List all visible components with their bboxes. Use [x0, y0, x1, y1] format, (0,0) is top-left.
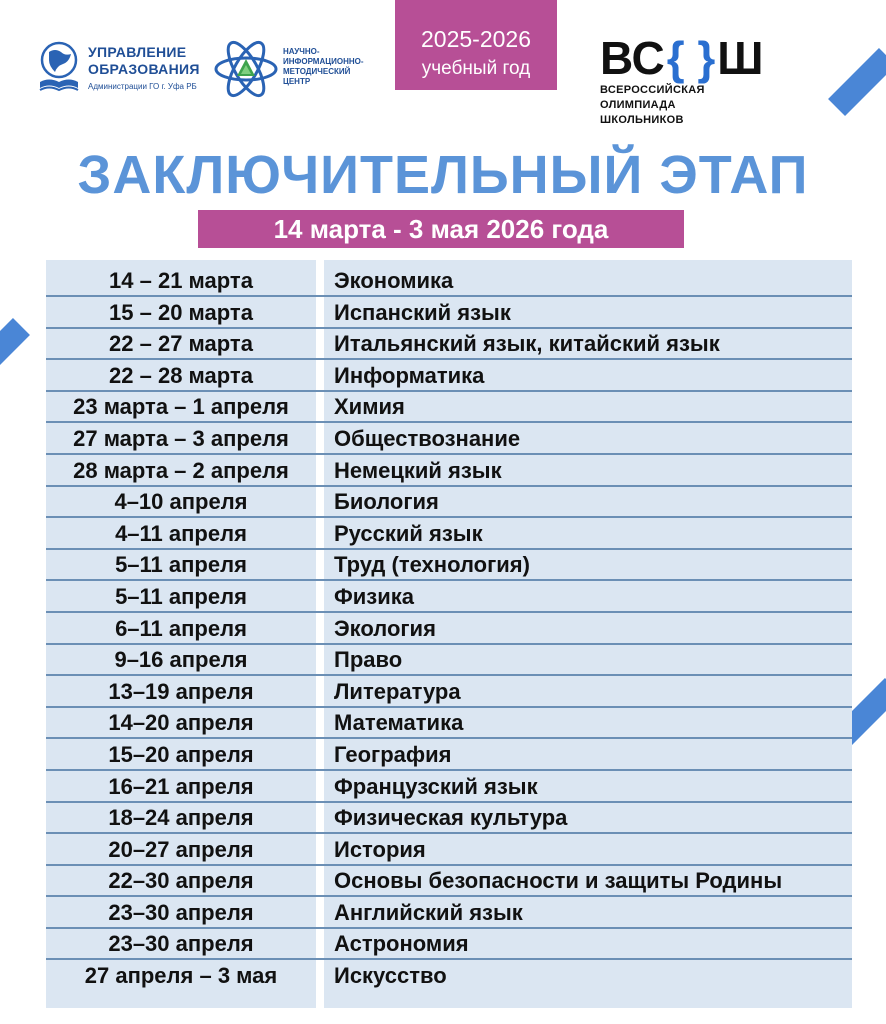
row-date: 5–11 апреля	[115, 552, 247, 578]
table-row	[0, 645, 886, 677]
row-date: 27 апреля – 3 мая	[84, 963, 278, 989]
vsosh-logo	[600, 32, 830, 132]
atom-icon	[213, 38, 279, 100]
row-date: 15–20 апреля	[108, 741, 254, 767]
row-subject: Физика	[334, 583, 415, 609]
row-subject: Математика	[334, 710, 464, 736]
table-row	[0, 487, 886, 519]
row-subject: Труд (технология)	[334, 552, 530, 578]
row-date: 14–20 апреля	[108, 710, 254, 736]
table-row	[0, 329, 886, 361]
table-row	[0, 582, 886, 614]
row-subject: География	[334, 741, 452, 767]
table-row	[0, 772, 886, 804]
row-date: 16–21 апреля	[108, 773, 254, 799]
row-subject: Химия	[334, 394, 405, 420]
school-year: 2025-2026	[421, 26, 531, 52]
table-row	[0, 392, 886, 424]
row-subject: Право	[334, 647, 403, 673]
row-date: 18–24 апреля	[108, 805, 254, 831]
row-subject: Основы безопасности и защиты Родины	[334, 868, 783, 894]
row-subject: Искусство	[334, 963, 447, 989]
row-subject: Итальянский язык, китайский язык	[334, 331, 720, 357]
row-date: 14 – 21 марта	[109, 268, 253, 293]
table-row	[0, 740, 886, 772]
row-subject: Немецкий язык	[334, 457, 502, 483]
row-subject: Английский язык	[334, 899, 523, 925]
center-name-line2: ИНФОРМАЦИОННО-	[283, 57, 364, 66]
row-date: 5–11 апреля	[115, 583, 247, 609]
table-row	[0, 677, 886, 709]
vsosh-subtitle-line1: ВСЕРОССИЙСКАЯ	[600, 84, 705, 96]
row-subject: Обществознание	[334, 425, 521, 451]
vsosh-letters-left: ВС	[600, 32, 665, 84]
methodical-center-logo	[213, 38, 373, 100]
row-date: 15 – 20 марта	[109, 299, 253, 325]
education-department-logo	[36, 40, 206, 100]
row-date: 23 марта – 1 апреля	[73, 394, 289, 420]
row-subject: Литература	[334, 678, 461, 704]
school-year-badge	[395, 0, 557, 90]
row-date: 20–27 апреля	[108, 836, 254, 862]
table-row	[0, 361, 886, 393]
table-row	[0, 456, 886, 488]
school-year-caption: учебный год	[421, 58, 531, 79]
row-subject: Русский язык	[334, 520, 483, 546]
decor-stripe-top-right	[828, 48, 886, 116]
row-date: 9–16 апреля	[114, 647, 248, 673]
row-subject: Биология	[334, 489, 439, 515]
table-row	[0, 298, 886, 330]
row-subject: Испанский язык	[334, 299, 511, 325]
row-date: 4–11 апреля	[115, 520, 247, 546]
org-name-line2: ОБРАЗОВАНИЯ	[88, 61, 200, 77]
table-row	[0, 835, 886, 867]
table-row	[0, 424, 886, 456]
vsosh-brackets: { }	[666, 32, 716, 84]
row-date: 6–11 апреля	[115, 615, 247, 641]
center-name-line3: МЕТОДИЧЕСКИЙ	[283, 67, 351, 76]
vsosh-letters-right: Ш	[717, 32, 764, 84]
row-date: 28 марта – 2 апреля	[73, 457, 289, 483]
row-subject: Французский язык	[334, 773, 538, 799]
row-date: 27 марта – 3 апреля	[73, 425, 289, 451]
table-row	[0, 519, 886, 551]
row-subject: Экология	[334, 615, 436, 641]
row-date: 23–30 апреля	[108, 899, 254, 925]
table-row	[0, 550, 886, 582]
row-subject: Экономика	[334, 268, 454, 293]
row-date: 13–19 апреля	[108, 678, 254, 704]
row-date: 22 – 27 марта	[109, 331, 253, 357]
row-subject: Информатика	[334, 362, 485, 388]
stage-dates-banner: 14 марта - 3 мая 2026 года	[198, 210, 684, 248]
vsosh-subtitle-line2: ОЛИМПИАДА	[600, 99, 676, 111]
row-date: 22–30 апреля	[108, 868, 254, 894]
table-row	[0, 708, 886, 740]
page-title: ЗАКЛЮЧИТЕЛЬНЫЙ ЭТАП	[77, 145, 809, 205]
vsosh-subtitle-line3: ШКОЛЬНИКОВ	[600, 114, 684, 126]
row-date: 22 – 28 марта	[109, 362, 253, 388]
vsosh-wordmark	[600, 32, 764, 84]
center-name-line1: НАУЧНО-	[283, 47, 320, 56]
table-row	[0, 961, 886, 993]
row-date: 4–10 апреля	[114, 489, 248, 515]
org-name-line3: Администрации ГО г. Уфа РБ	[88, 82, 197, 91]
table-row	[0, 803, 886, 835]
table-row	[0, 929, 886, 961]
table-row	[0, 866, 886, 898]
row-subject: История	[334, 836, 426, 862]
center-name-line4: ЦЕНТР	[283, 77, 311, 86]
table-row	[0, 614, 886, 646]
schedule-table	[0, 266, 886, 993]
table-row	[0, 266, 886, 298]
row-subject: Физическая культура	[334, 805, 568, 831]
globe-book-icon	[36, 40, 82, 96]
row-date: 23–30 апреля	[108, 931, 254, 957]
table-row	[0, 898, 886, 930]
row-subject: Астрономия	[334, 931, 469, 957]
org-name-line1: УПРАВЛЕНИЕ	[88, 44, 187, 60]
